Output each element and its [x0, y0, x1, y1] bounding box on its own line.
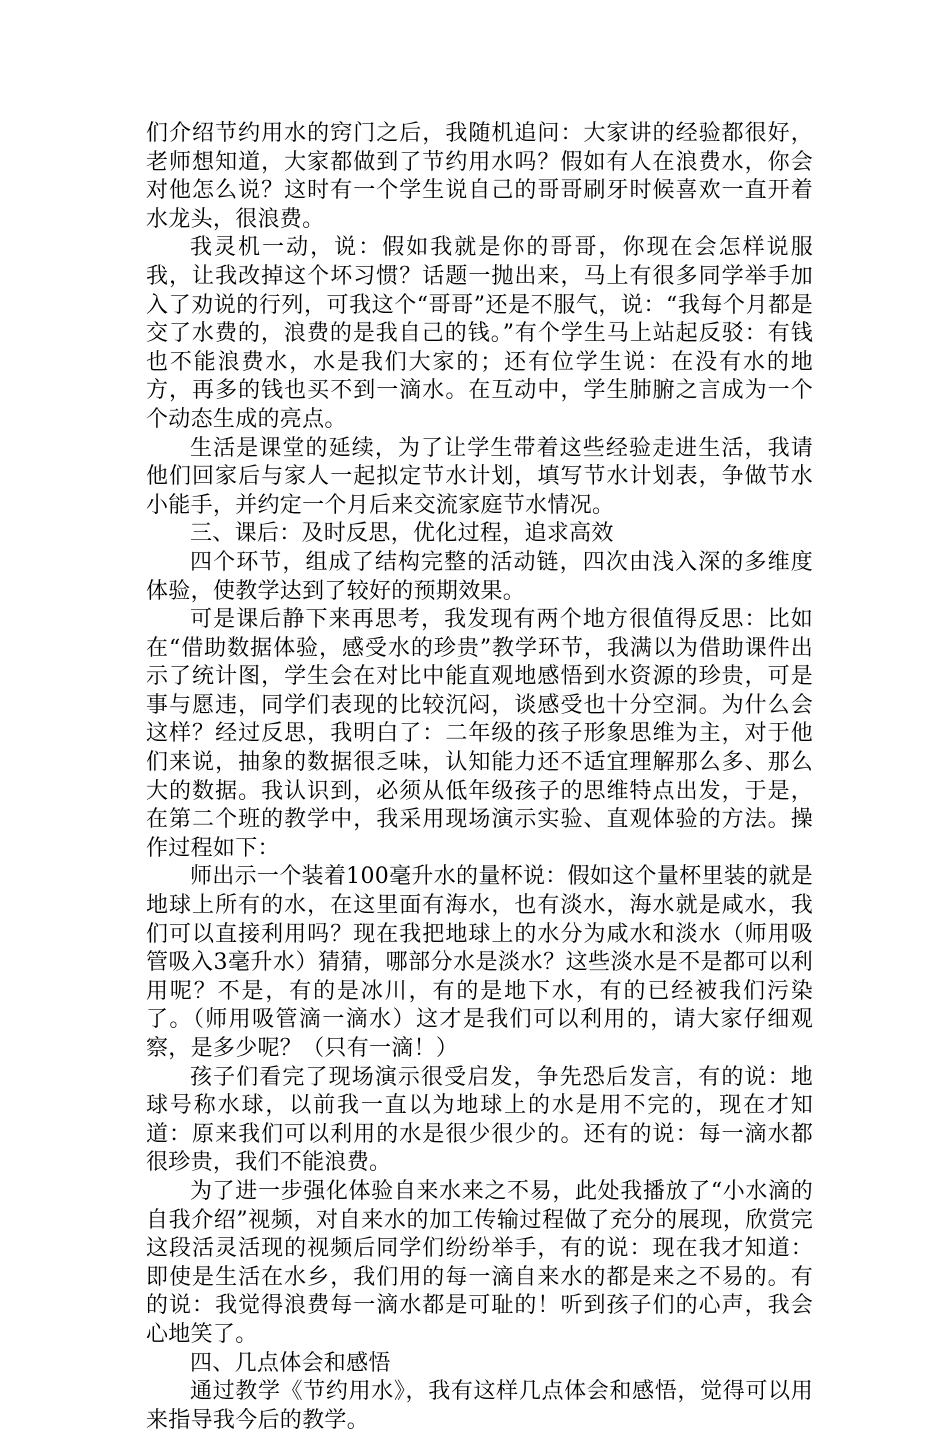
section-heading-4: 四、几点体会和感悟	[190, 1350, 391, 1376]
paragraph-2: 我灵机一动，说：假如我就是你的哥哥，你现在会怎样说服我，让我改掉这个坏习惯？话题一抛出来，马上有很多同学举手加入了劝说的行列，可我这个“哥哥”还是不服气，说：“我每个月都是交了水费的，浪费的是我自己的钱。”有个学生马上站起反驳：有钱也不能浪费水，水是我们大家的；还有位学生说：在没有水的地方，再多的钱也买不到一滴水。在互动中，学生肺腑之言成为一个个动态生成的亮点。	[146, 235, 813, 432]
paragraph-5: 可是课后静下来再思考，我发现有两个地方很值得反思：比如在“借助数据体验，感受水的珍贵”教学环节，我满以为借助课件出示了统计图，学生会在对比中能直观地感悟到水资源的珍贵，可是事与愿违，同学们表现的比较沉闷，谈感受也十分空洞。为什么会这样？经过反思，我明白了：二年级的孩子形象思维为主，对于他们来说，抽象的数据很乏味，认知能力还不适宜理解那么多、那么大的数据。我认识到，必须从低年级孩子的思维特点出发，于是，在第二个班的教学中，我采用现场演示实验、直观体验的方法。操作过程如下：	[146, 607, 813, 861]
paragraph-3: 生活是课堂的延续，为了让学生带着这些经验走进生活，我请他们回家后与家人一起拟定节水计划，填写节水计划表，争做节水小能手，并约定一个月后来交流家庭节水情况。	[146, 435, 813, 518]
paragraph-1: 们介绍节约用水的窍门之后，我随机追问：大家讲的经验都很好，老师想知道，大家都做到了节约用水吗？假如有人在浪费水，你会对他怎么说？这时有一个学生说自己的哥哥刷牙时候喜欢一直开着水龙头，很浪费。	[146, 121, 813, 232]
paragraph-4: 四个环节，组成了结构完整的活动链，四次由浅入深的多维度体验，使教学达到了较好的预期效果。	[146, 549, 813, 604]
paragraph-7: 孩子们看完了现场演示很受启发，争先恐后发言，有的说：地球号称水球，以前我一直以为地球上的水是用不完的，现在才知道：原来我们可以利用的水是很少很少的。还有的说：每一滴水都很珍贵，我们不能浪费。	[146, 1064, 813, 1176]
paragraph-9: 通过教学《节约用水》，我有这样几点体会和感悟，觉得可以用来指导我今后的教学。	[146, 1379, 813, 1433]
document-body	[146, 120, 813, 1435]
paragraph-6: 师出示一个装着100毫升水的量杯说：假如这个量杯里装的就是地球上所有的水，在这里面有海水，也有淡水，海水就是咸水，我们可以直接利用吗？现在我把地球上的水分为咸水和淡水（师用吸管吸入3毫升水）猜猜，哪部分水是淡水？这些淡水是不是都可以利用呢？不是，有的是冰川，有的是地下水，有的已经被我们污染了。（师用吸管滴一滴水）这才是我们可以利用的，请大家仔细观察，是多少呢？（只有一滴！）	[146, 864, 813, 1061]
section-heading-3: 三、课后：及时反思，优化过程，追求高效	[190, 521, 614, 547]
paragraph-8: 为了进一步强化体验自来水来之不易，此处我播放了“小水滴的自我介绍”视频，对自来水的加工传输过程做了充分的展现，欣赏完这段活灵活现的视频后同学们纷纷举手，有的说：现在我才知道：即使是生活在水乡，我们用的每一滴自来水的都是来之不易的。有的说：我觉得浪费每一滴水都是可耻的！听到孩子们的心声，我会心地笑了。	[146, 1178, 813, 1347]
